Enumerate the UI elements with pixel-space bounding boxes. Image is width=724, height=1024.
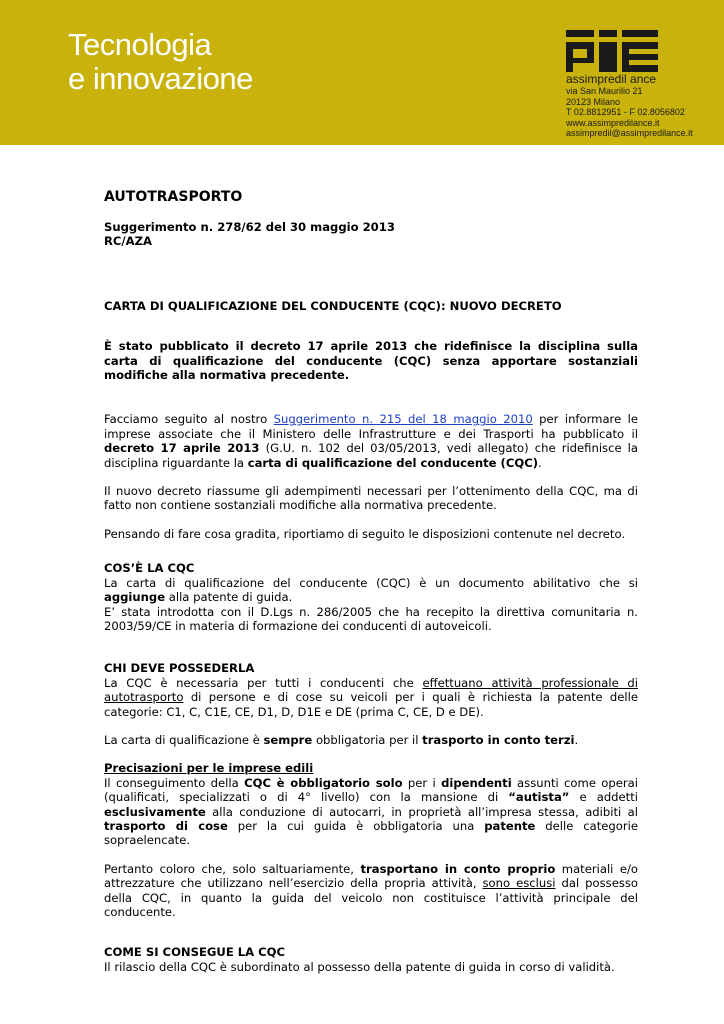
- assimpredil-logo: [566, 30, 658, 72]
- section-title-what-is: COS’È LA CQC: [104, 561, 195, 576]
- how-paragraph: Il rilascio della CQC è subordinato al possesso della patente di guida in corso di validità.: [104, 959, 615, 974]
- address-line2: 20123 Milano: [566, 96, 621, 107]
- website-link[interactable]: www.assimpredilance.it: [566, 117, 660, 128]
- who-always-paragraph: La carta di qualificazione è sempre obbligatoria per il trasporto in conto terzi.: [104, 732, 579, 747]
- document-subject: CARTA DI QUALIFICAZIONE DEL CONDUCENTE (CQC): NUOVO DECRETO: [104, 298, 562, 313]
- closing-intro-paragraph: Pensando di fare cosa gradita, riportiamo di seguito le disposizioni contenute nel decreto.: [104, 526, 626, 541]
- summary-paragraph: Il nuovo decreto riassume gli adempimenti necessari per l’ottenimento della CQC, ma di fatto non contiene sostanziali modifiche alla normativa precedente.: [104, 484, 638, 513]
- reference-number: Suggerimento n. 278/62 del 30 maggio 2013: [104, 220, 395, 234]
- contact-block: [566, 86, 693, 139]
- previous-suggestion-link[interactable]: Suggerimento n. 215 del 18 maggio 2010: [273, 412, 533, 427]
- header-title-line2: e innovazione: [68, 61, 253, 96]
- section-title-how: COME SI CONSEGUE LA CQC: [104, 945, 286, 960]
- header-title-line1: Tecnologia: [68, 27, 212, 62]
- address-line1: via San Maurilio 21: [566, 86, 643, 96]
- org-name: assimpredil ance: [566, 72, 657, 86]
- who-paragraph: La CQC è necessaria per tutti i conducenti che effettuano attività professionale di autotrasporto di persone e di cose su veicoli per i quali è richiesta la patente delle categorie: C1, C, C1E, CE, D1, D, D1E e DE (prima C, CE, D e DE).: [104, 675, 639, 719]
- subsection-title-construction: Precisazioni per le imprese edili: [104, 761, 314, 776]
- email-link[interactable]: assimpredil@assimpredilance.it: [566, 128, 693, 139]
- reference-initials: RC/AZA: [104, 234, 153, 249]
- header-banner: [0, 0, 724, 145]
- what-is-law-paragraph: E’ stata introdotta con il D.Lgs n. 286/2005 che ha recepito la direttiva comunitaria n. 2003/59/CE in materia di formazione dei conducenti di autoveicoli.: [104, 604, 638, 633]
- construction-paragraph: Il conseguimento della CQC è obbligatorio solo per i dipendenti assunti come operai (qualificati, specializzati o di 4° livello) con la mansione di “autista” e addetti esclusivamente alla conduzione di autocarri, in proprietà all’impresa stessa, adibiti al trasporto di cose per la cui guida è obbligatoria una patente delle categorie sopraelencate.: [104, 775, 638, 848]
- section-title-who: CHI DEVE POSSEDERLA: [104, 661, 255, 676]
- document-heading: AUTOTRASPORTO: [104, 189, 243, 205]
- phone-fax: T 02.8812951 - F 02.8056802: [566, 107, 685, 118]
- construction-exclusion-paragraph: Pertanto coloro che, solo saltuariamente, trasportano in conto proprio materiali e/o attrezzature che utilizzano nell’esercizio della propria attività, sono esclusi dal possesso della CQC, in quanto la guida del veicolo non costituisce l’attività principale del conducente.: [104, 861, 639, 919]
- document-body: [104, 188, 638, 974]
- header-title: [68, 28, 253, 96]
- intro-paragraph: Facciamo seguito al nostro Suggerimento n. 215 del 18 maggio 2010 per informare le imprese associate che il Ministero delle Infrastrutture e dei Trasporti ha pubblicato il decreto 17 aprile 2013 (G.U. n. 102 del 03/05/2013, vedi allegato) che ridefinisce la disciplina riguardante la carta di qualificazione del conducente (CQC).: [104, 412, 638, 470]
- lead-paragraph: È stato pubblicato il decreto 17 aprile 2013 che ridefinisce la disciplina sulla carta di qualificazione del conducente (CQC) senza apportare sostanziali modifiche alla normativa precedente.: [104, 339, 638, 383]
- what-is-paragraph: La carta di qualificazione del conducente (CQC) è un documento abilitativo che si aggiunge alla patente di guida.: [104, 575, 638, 605]
- reference-block: [104, 220, 638, 249]
